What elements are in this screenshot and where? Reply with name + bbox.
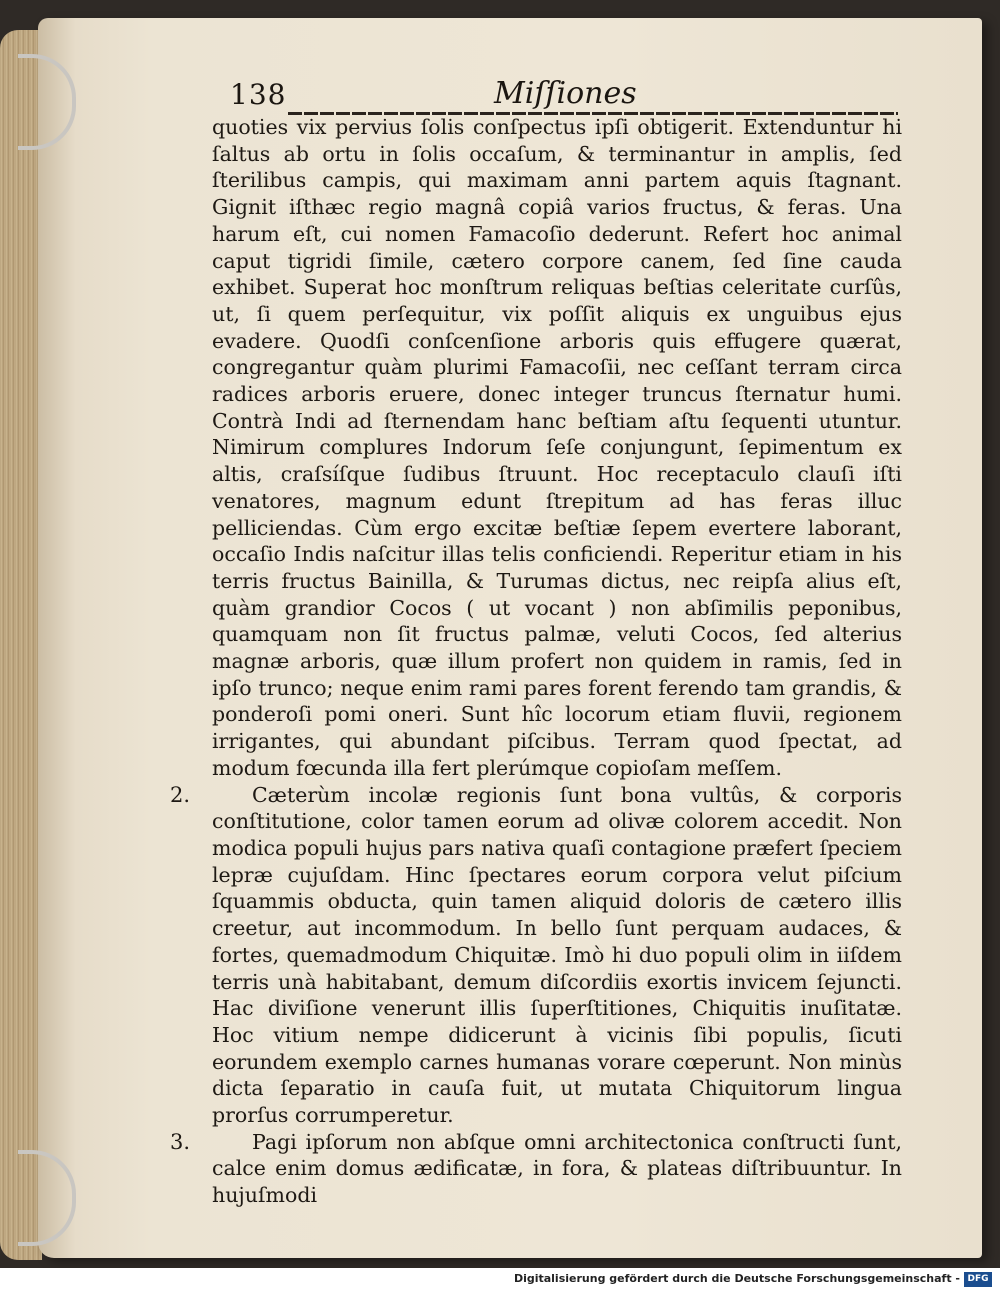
page-header: [230, 78, 910, 118]
digitization-footer: [0, 1268, 1000, 1292]
page-edges: [0, 30, 42, 1260]
funding-credit: Digitalisierung gefördert durch die Deutsche Forschungsgemeinschaft -: [513, 1272, 960, 1285]
paragraph-2: [170, 782, 902, 1129]
paragraph-1: [212, 114, 902, 782]
paragraph-text: quoties vix pervius ſolis conſpectus ipſi obtigerit. Extenduntur hi ſaltus ab ortu in ſolis occaſum, & terminantur in amplis, ſed ſterilibus campis, qui maximam anni partem aquis ſtagnant. Gignit iſthæc regio magnâ copiâ varios fructus, & feras. Una harum eſt, cui nomen Famacoſio dederunt. Refert hoc animal caput tigridi ſimile, cætero corpore canem, ſed ſine cauda exhibet. Superat hoc monſtrum reliquas beſtias celeritate curſûs, ut, ſi quem perſequitur, vix poſſit aliquis ex unguibus ejus evadere. Quodſi conſcenſione arboris quis effugere quærat, congregantur quàm plurimi Famacoſii, nec ceſſant terram circa radices arboris eruere, donec integer truncus ſternatur humi. Contrà Indi ad ſternendam hanc beſtiam aſtu ſequenti utuntur. Nimirum complures Indorum ſeſe conjungunt, ſepimentum ex altis, craſsíſque ſudibus ſtruunt. Hoc receptaculo clauſi iſti venatores, magnum edunt ſtrepitum ad has feras illuc pelliciendas. Cùm ergo excitæ beſtiæ ſepem evertere laborant, occaſio Indis naſcitur illas telis conficiendi. Reperitur etiam in his terris fructus Bainilla, & Turumas dictus, nec reipſa alius eſt, quàm grandior Cocos ( ut vocant ) non abſimilis peponibus, quamquam non ſit fructus palmæ, veluti Cocos, ſed alterius magnæ arboris, quæ illum profert non quidem in ramis, ſed in ipſo trunco; neque enim rami pares forent ferendo tam grandis, & ponderoſi pomi oneri. Sunt hîc locorum etiam fluvii, regionem irrigantes, qui abundant piſcibus. Terram quod ſpectat, ad modum fœcunda illa fert plerúmque copioſam meſſem.: [212, 115, 902, 780]
paragraph-3: [170, 1129, 902, 1209]
paragraph-number: 2.: [170, 782, 191, 807]
body-text: [170, 114, 902, 1209]
paragraph-number: 3.: [170, 1129, 191, 1154]
page-number: 138: [230, 78, 287, 111]
paragraph-text: Cæterùm incolæ regionis ſunt bona vultûs, & corporis conſtitutione, color tamen eorum ad olivæ colorem accedit. Non modica populi hujus pars nativa quaſi contagione præfert ſpeciem lepræ cujuſdam. Hinc ſpectares eorum corpora velut piſcium ſquammis obducta, quin tamen aliquid doloris de cætero illis creetur, aut incommodum. In bello ſunt perquam audaces, & fortes, quemadmodum Chiquitæ. Imò hi duo populi olim in iiſdem terris unà habitabant, demum diſcordiis exortis invicem ſejuncti. Hac diviſione venerunt illis ſuperſtitiones, Chiquitis inuſitatæ. Hoc vitium nempe didicerunt à vicinis ſibi populis, ſicuti eorundem exemplo carnes humanas vorare cœperunt. Non minùs dicta ſeparatio in cauſa fuit, ut mutata Chiquitorum lingua prorſus corrumperetur.: [212, 782, 902, 1128]
paragraph-text: Pagi ipſorum non abſque omni architectonica conſtructi ſunt, calce enim domus ædificatæ, in fora, & plateas diſtribuuntur. In hujuſmodi: [212, 1129, 902, 1208]
running-title: Miſſiones: [494, 76, 637, 111]
dfg-logo: DFG: [964, 1272, 992, 1287]
